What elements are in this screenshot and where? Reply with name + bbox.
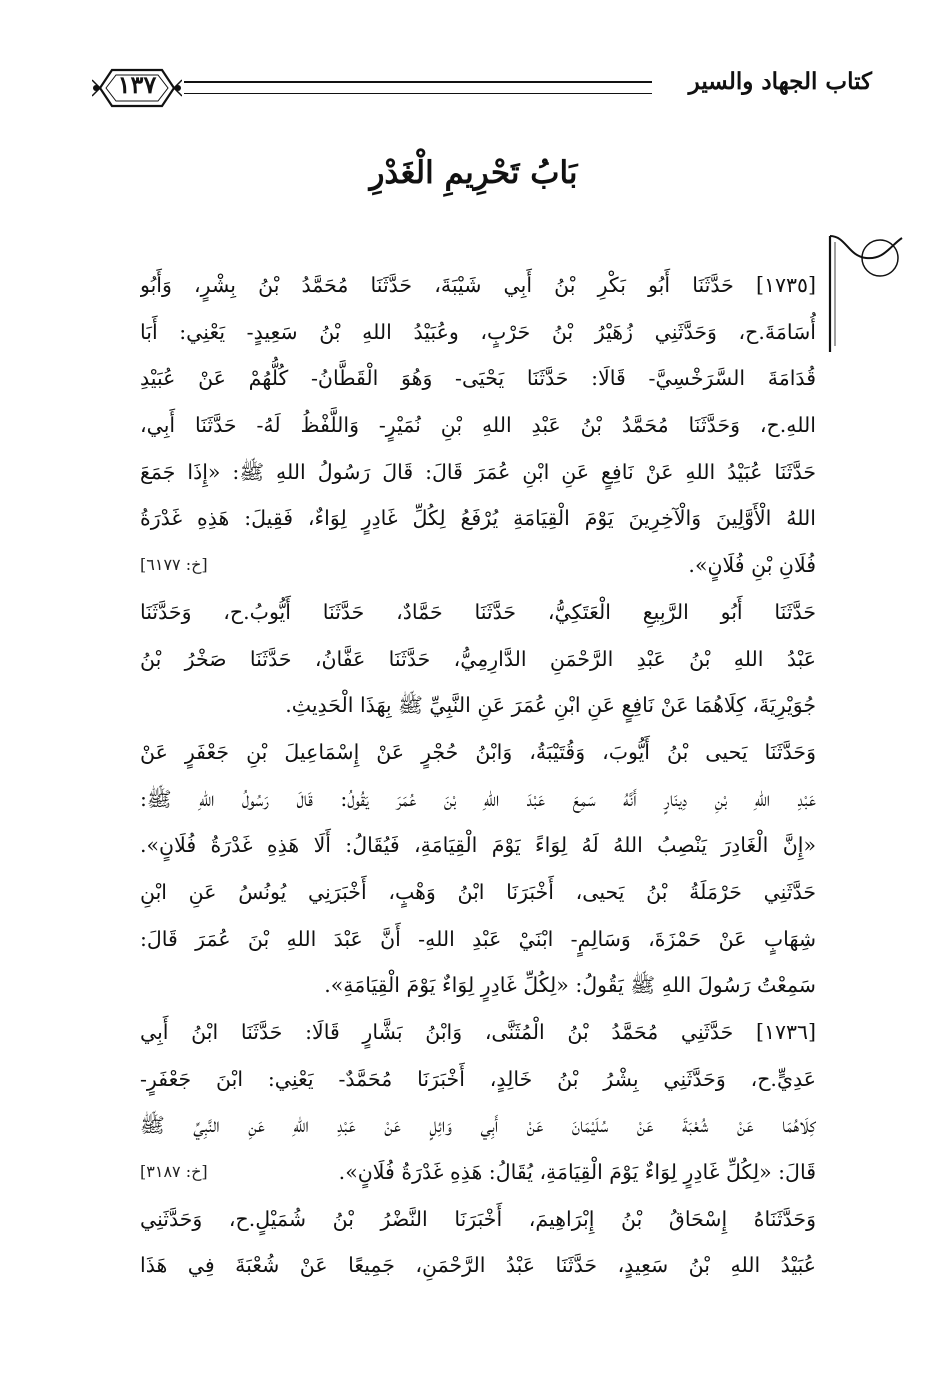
text-line: عُبَيْدُ اللهِ بْنُ سَعِيدٍ، حَدَّثَنَا عَبْدُ الرَّحْمَنِ، جَمِيعًا عَنْ شُعْبَةَ فِي هَذَا — [140, 1253, 816, 1278]
reference-note: [خ: ٦١٧٧] — [140, 555, 208, 575]
text-line: اللهِ.ح، وَحَدَّثَنَا مُحَمَّدُ بْنُ عَبْدِ اللهِ بْنِ نُمَيْرٍ- وَاللَّفْظُ لَهُ- حَدَّثَنَا أَبِي، — [140, 413, 816, 438]
text-line: عَدِيٍّ.ح، وَحَدَّثَنِي بِشْرُ بْنُ خَالِدٍ، أَخْبَرَنَا مُحَمَّدٌ- يَعْنِي: ابْنَ جَعْفَرٍ- — [140, 1066, 816, 1091]
text-line: شِهَابٍ عَنْ حَمْزَةَ، وَسَالِمٍ- ابْنَيْ عَبْدِ اللهِ- أَنَّ عَبْدَ اللهِ بْنَ عُمَرَ قَالَ: — [140, 926, 816, 951]
text-line: عَبْدِ اللهِ بْنِ دِينَارٍ أَنَّهُ سَمِعَ عَبْدَ اللهِ بْنَ عُمَرَ يَقُولُ: قَالَ رَسُولُ اللهِ ﷺ: — [140, 786, 816, 811]
text-line: وَحَدَّثَنَا يَحيى بْنُ أَيُّوبَ، وَقُتَيْبَةُ، وَابْنُ حُجْرٍ عَنْ إِسْمَاعِيلَ بْنِ جَعْفَرٍ عَنْ — [140, 739, 816, 764]
corner-ornament-icon — [828, 228, 904, 354]
text-line: كِلَاهُمَا عَنْ شُعْبَةَ عَنْ سُلَيْمَانَ عَنْ أَبِي وَائِلٍ عَنْ عَبْدِ اللهِ عَنِ النَّبِيِّ ﷺ — [140, 1113, 816, 1138]
text-line: وَحَدَّثَنَاهُ إِسْحَاقُ بْنُ إِبْرَاهِيمَ، أَخْبَرَنَا النَّضْرُ بْنُ شُمَيْلٍ.ح، وَحَدَّثَنِي — [140, 1206, 816, 1231]
text-line: جُوَيْرِيَةَ، كِلَاهُمَا عَنْ نَافِعٍ عَنِ ابْنِ عُمَرَ عَنِ النَّبِيِّ ﷺ بِهَذَا الْحَدِيثِ. — [285, 693, 816, 718]
page-number: ١٣٧ — [117, 70, 157, 99]
hadith-text — [140, 262, 816, 1289]
line-text: فُلَانِ بْنِ فُلَانٍ». — [688, 553, 816, 578]
line-text: قَالَ: «لِكُلِّ غَادِرٍ لِوَاءٌ يَوْمَ الْقِيَامَةِ، يُقَالُ: هَذِهِ غَدْرَةُ فُلَانٍ». — [338, 1160, 816, 1185]
book-title: كتاب الجهاد والسير — [688, 68, 872, 95]
text-line — [140, 1149, 816, 1196]
chapter-title: بَابُ تَحْرِيمِ الْغَدْرِ — [369, 155, 578, 191]
text-line: اللهُ الْأَوَّلِينَ وَالْآخِرِينَ يَوْمَ الْقِيَامَةِ يُرْفَعُ لِكُلِّ غَادِرٍ لِوَاءٌ، فَقِيلَ: هَذِهِ غَدْرَةُ — [140, 506, 816, 531]
text-line: [١٧٣٦] حَدَّثَنِي مُحَمَّدُ بْنُ الْمُثَنَّى، وَابْنُ بَشَّارٍ قَالَا: حَدَّثَنَا ابْنُ أَبِي — [140, 1020, 816, 1044]
text-line: حَدَّثَنَا عُبَيْدُ اللهِ عَنْ نَافِعٍ عَنِ ابْنِ عُمَرَ قَالَ: قَالَ رَسُولُ اللهِ ﷺ: «إِذَا جَمَعَ — [140, 459, 816, 484]
text-line: «إِنَّ الْغَادِرَ يَنْصِبُ اللهُ لَهُ لِوَاءً يَوْمَ الْقِيَامَةِ، فَيُقَالُ: أَلَا هَذِهِ غَدْرَةُ فُلَانٍ». — [140, 833, 816, 858]
running-header — [92, 58, 872, 122]
text-line: [١٧٣٥] حَدَّثَنَا أَبُو بَكْرِ بْنُ أَبِي شَيْبَةَ، حَدَّثَنَا مُحَمَّدُ بْنُ بِشْرٍ، وَأَبُو — [140, 273, 816, 297]
reference-note: [خ: ٣١٨٧] — [140, 1162, 208, 1182]
text-line: أُسَامَةَ.ح، وَحَدَّثَنِي زُهَيْرُ بْنُ حَرْبٍ، وعُبَيْدُ اللهِ بْنُ سَعِيدٍ- يَعْنِي: أَبَا — [140, 319, 816, 344]
text-line: حَدَّثَنَا أَبُو الرَّبِيعِ الْعَتَكِيُّ، حَدَّثَنَا حَمَّادٌ، حَدَّثَنَا أَيُّوبُ.ح، وَحَدَّثَنَا — [140, 599, 816, 624]
text-line: حَدَّثَنِي حَرْمَلَةُ بْنُ يَحيى، أَخْبَرَنَا ابْنُ وَهْبٍ، أَخْبَرَنِي يُونُسُ عَنِ ابْنِ — [140, 879, 816, 904]
text-line: سَمِعْتُ رَسُولَ اللهِ ﷺ يَقُولُ: «لِكُلِّ غَادِرٍ لِوَاءٌ يَوْمَ الْقِيَامَةِ». — [324, 973, 816, 998]
text-line: عَبْدُ اللهِ بْنُ عَبْدِ الرَّحْمَنِ الدَّارِمِيُّ، حَدَّثَنَا عَفَّانُ، حَدَّثَنَا صَخْرُ بْنُ — [140, 646, 816, 671]
text-line: قُدَامَةَ السَّرَخْسِيَّ- قَالَا: حَدَّثَنَا يَحْيَى- وَهُوَ الْقَطَّانُ- كُلُّهُمْ عَنْ عُبَيْدِ — [140, 366, 816, 391]
text-line — [140, 542, 816, 589]
header-divider — [184, 81, 652, 94]
